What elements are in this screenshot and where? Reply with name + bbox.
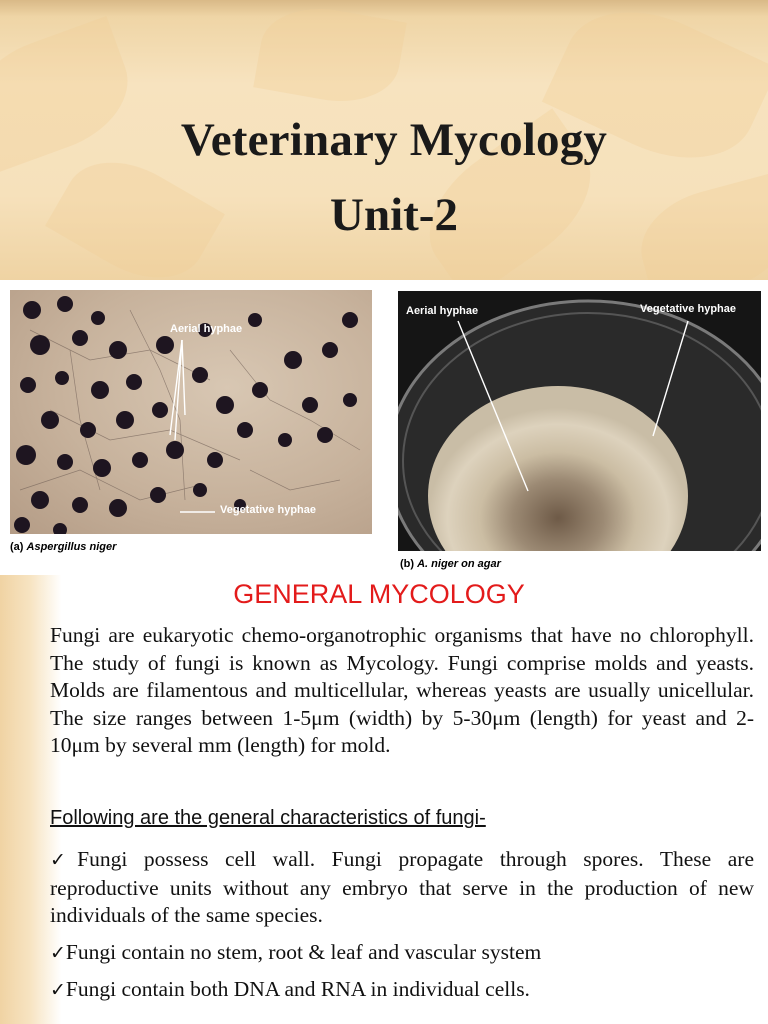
aspergillus-micrograph bbox=[10, 290, 372, 534]
vegetative-hyphae-label-a: Vegetative hyphae bbox=[220, 504, 316, 516]
caption-a-name: Aspergillus niger bbox=[26, 541, 117, 553]
intro-paragraph-text: Fungi are eukaryotic chemo-organotrophic organisms that have no chlorophyll. The study of fungi is known as Mycology. Fungi comprise molds and yeasts. Molds are filamentous and multicellular, whereas yeasts are usually unicellular. The size ranges between 1-5μm (width) by 5-30μm (length) for yeast and 2-10μm by several mm (length) for mold. bbox=[50, 623, 754, 757]
list-item-text: Fungi contain no stem, root & leaf and vascular system bbox=[65, 939, 542, 964]
leaf-decoration bbox=[253, 0, 407, 111]
aerial-hyphae-label-a: Aerial hyphae bbox=[170, 323, 243, 335]
caption-a bbox=[10, 541, 116, 553]
list-item bbox=[50, 846, 754, 930]
check-icon: ✓ bbox=[50, 941, 66, 964]
title-slide bbox=[0, 0, 768, 280]
slide-subtitle: Unit-2 bbox=[330, 189, 458, 241]
caption-b bbox=[400, 558, 501, 570]
characteristics-list bbox=[50, 846, 754, 1014]
agar-plate-photo bbox=[398, 291, 761, 551]
intro-paragraph bbox=[50, 622, 754, 760]
section-heading: GENERAL MYCOLOGY bbox=[233, 579, 525, 609]
list-item-text: Fungi possess cell wall. Fungi propagate through spores. These are reproductive units without any embryo that serve in the production of new individuals of the same species. bbox=[50, 847, 754, 927]
slide-title: Veterinary Mycology bbox=[180, 114, 608, 166]
characteristics-subheading: Following are the general characteristics of fungi- bbox=[50, 807, 486, 829]
agar-plate-image bbox=[398, 291, 761, 551]
vegetative-hyphae-label-b: Vegetative hyphae bbox=[640, 303, 736, 315]
caption-b-name: A. niger on agar bbox=[417, 558, 501, 570]
check-icon: ✓ bbox=[50, 849, 78, 871]
aerial-hyphae-label-b: Aerial hyphae bbox=[406, 305, 479, 317]
list-item-text: Fungi contain both DNA and RNA in individual cells. bbox=[65, 977, 530, 1001]
check-icon: ✓ bbox=[50, 979, 66, 1001]
list-item bbox=[50, 939, 754, 968]
caption-b-prefix: (b) bbox=[400, 558, 415, 570]
list-item bbox=[50, 976, 754, 1005]
caption-a-prefix: (a) bbox=[10, 541, 24, 553]
general-mycology-slide bbox=[0, 575, 768, 1024]
